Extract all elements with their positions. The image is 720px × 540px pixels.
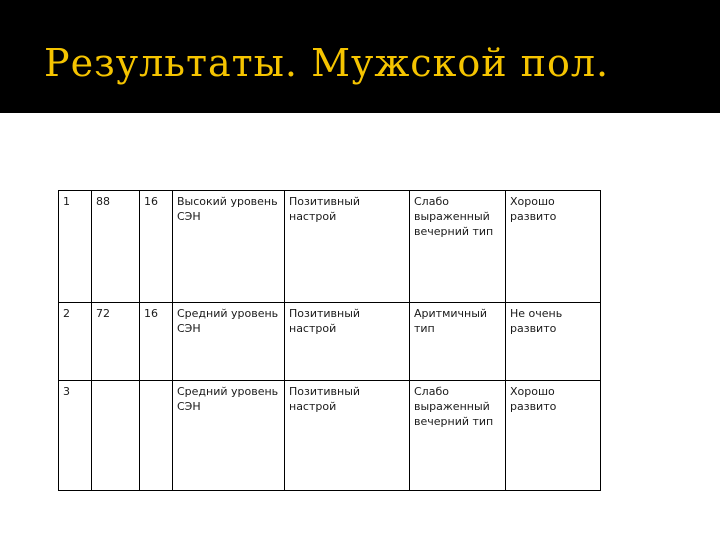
table-cell: 3 bbox=[59, 381, 92, 491]
table-cell: 88 bbox=[92, 191, 140, 303]
slide-title: Результаты. Мужской пол. bbox=[44, 41, 610, 85]
table-cell: Слабо выраженный вечерний тип bbox=[410, 191, 506, 303]
table-cell: 1 bbox=[59, 191, 92, 303]
table-cell: Средний уровень СЭН bbox=[173, 381, 285, 491]
results-table bbox=[58, 190, 601, 491]
table-cell: 2 bbox=[59, 303, 92, 381]
table-row bbox=[59, 303, 601, 381]
table-cell: Позитивный настрой bbox=[285, 381, 410, 491]
table-cell: Позитивный настрой bbox=[285, 303, 410, 381]
table-cell: 16 bbox=[140, 303, 173, 381]
table-cell: Средний уровень СЭН bbox=[173, 303, 285, 381]
table-cell: 16 bbox=[140, 191, 173, 303]
table-cell: Не очень развито bbox=[506, 303, 601, 381]
title-bar bbox=[0, 0, 720, 113]
table-cell: Хорошо развито bbox=[506, 191, 601, 303]
table-cell: Высокий уровень СЭН bbox=[173, 191, 285, 303]
table-row bbox=[59, 191, 601, 303]
table-row bbox=[59, 381, 601, 491]
table-cell bbox=[140, 381, 173, 491]
table-cell: Слабо выраженный вечерний тип bbox=[410, 381, 506, 491]
table-cell bbox=[92, 381, 140, 491]
table-cell: 72 bbox=[92, 303, 140, 381]
table-cell: Позитивный настрой bbox=[285, 191, 410, 303]
table-cell: Хорошо развито bbox=[506, 381, 601, 491]
table-cell: Аритмичный тип bbox=[410, 303, 506, 381]
